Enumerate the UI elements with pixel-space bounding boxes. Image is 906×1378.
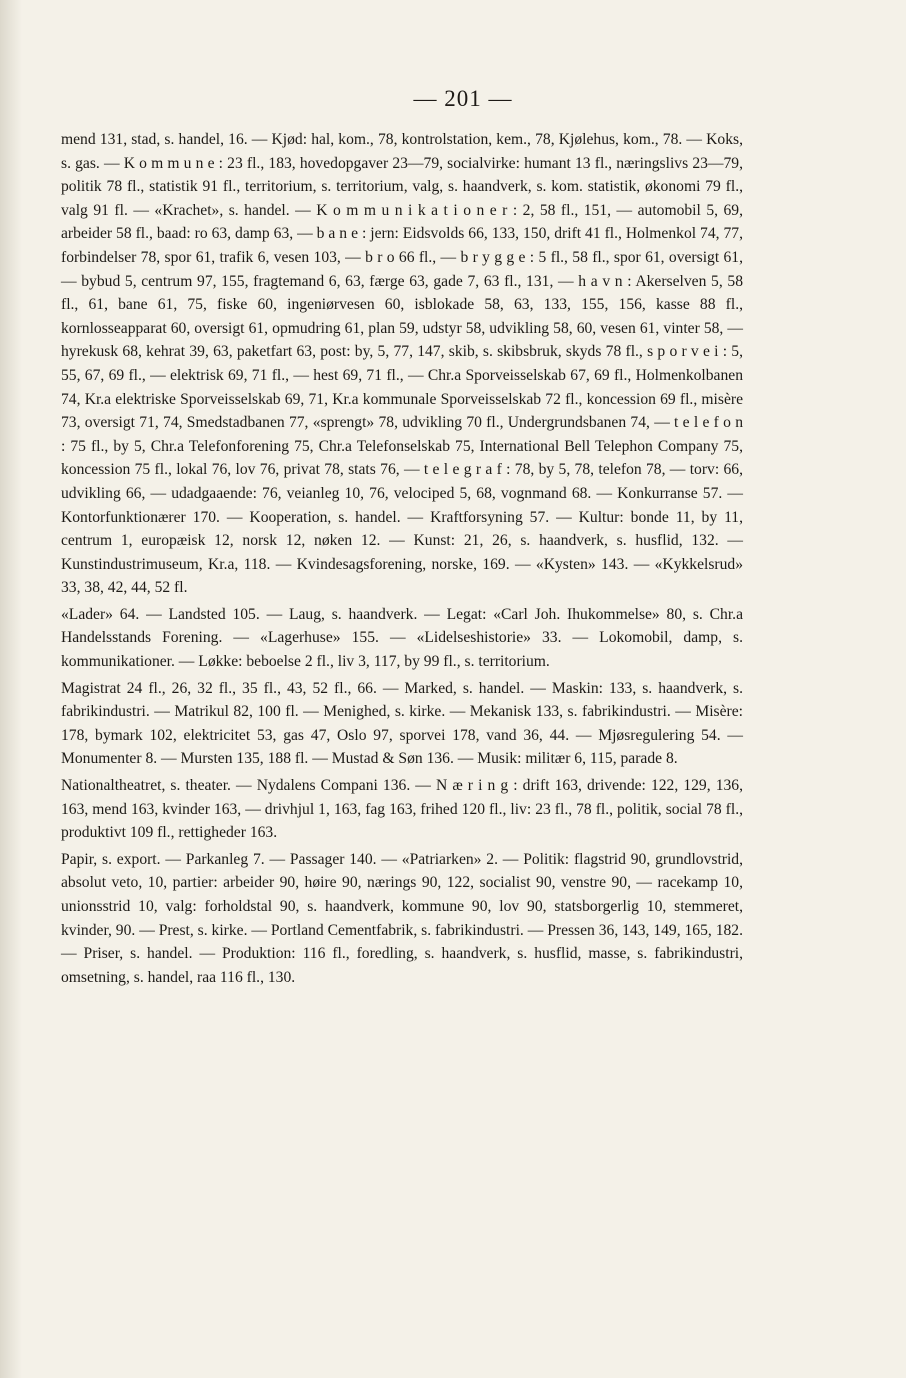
page-number: — 201 — xyxy=(413,86,513,111)
index-paragraph: Papir, s. export. — Parkanleg 7. — Passager 140. — «Patriarken» 2. — Politik: flagstrid 90, grundlovstrid, absolut veto, 10, partier: arbeider 90, høire 90, nærings 90, 122, socialist 90, venstre 90, — racekamp 10, unionsstrid 10, valg: forholdstal 90, s. haandverk, kommune 90, lov 90, statsborgerlig 10, stemmeret, kvinder, 90. — Prest, s. kirke. — Portland Cementfabrik, s. fabrikindustri. — Pressen 36, 143, 149, 165, 182. — Priser, s. handel. — Produktion: 116 fl., foredling, s. haandverk, s. husflid, masse, s. fabrikindustri, omsetning, s. handel, raa 116 fl., 130. xyxy=(61,850,743,986)
index-paragraph: Magistrat 24 fl., 26, 32 fl., 35 fl., 43, 52 fl., 66. — Marked, s. handel. — Maskin: 133, s. haandverk, s. fabrikindustri. — Matrikul 82, 100 fl. — Menighed, s. kirke. — Mekanisk 133, s. fabrikindustri. — Misère: 178, bymark 102, elektricitet 53, gas 47, Oslo 97, sporvei 178, vand 36, 44. — Mjøsregulering 54. — Monumenter 8. — Mursten 135, 188 fl. — Mustad & Søn 136. — Musik: militær 6, 115, parade 8. xyxy=(61,679,743,768)
page-edge xyxy=(0,0,22,1378)
index-paragraph: «Lader» 64. — Landsted 105. — Laug, s. haandverk. — Legat: «Carl Joh. Ihukommelse» 80, s. Chr.a Handelsstands Forening. — «Lagerhuse» 155. — «Lidelseshistorie» 33. — Lokomobil, damp, s. kommunikationer. — Løkke: beboelse 2 fl., liv 3, 117, by 99 fl., s. territorium. xyxy=(61,605,743,671)
index-paragraph: mend 131, stad, s. handel, 16. — Kjød: hal, kom., 78, kontrolstation, kem., 78, Kjølehus, kom., 78. — Koks, s. gas. — K o m m u n e : 23 fl., 183, hovedopgaver 23—79, socialvirke: humant 13 fl., næringslivs 23—79, politik 78 fl., statistik 91 fl., territorium, s. territorium, valg, s. haandverk, s. kom. statistik, økonomi 79 fl., valg 91 fl. — «Krachet», s. handel. — K o m m u n i k a t i o n e r : 2, 58 fl., 151, — automobil 5, 69, arbeider 58 fl., baad: ro 63, damp 63, — b a n e : jern: Eidsvolds 66, 133, 150, drift 41 fl., Holmenkol 74, 77, forbindelser 78, spor 61, trafik 6, vesen 103, — b r o 66 fl., — b r y g g e : 5 fl., 58 fl., spor 61, oversigt 61, — bybud 5, centrum 97, 155, fragtemand 6, 63, færge 63, gade 7, 63 fl., 131, — h a v n : Akerselven 5, 58 fl., 61, bane 61, 75, fiske 60, ingeniørvesen 60, isblokade 58, 63, 133, 155, 156, kasse 88 fl., kornlosseapparat 60, oversigt 61, opmudring 61, plan 59, udstyr 58, udvikling 58, 60, vesen 61, vinter 58, — hyrekusk 68, kehrat 39, 63, paketfart 63, post: by, 5, 77, 147, skib, s. skibsbruk, skyds 78 fl., s p o r v e i : 5, 55, 67, 69 fl., — elektrisk 69, 71 fl., — hest 69, 71 fl., — Chr.a Sporveisselskab 67, 69 fl., Holmenkolbanen 74, Kr.a elektriske Sporveisselskab 69, 71, Kr.a kommunale Sporveisselskab 72 fl., koncession 69 fl., misère 73, oversigt 71, 74, Smedstadbanen 77, «sprengt» 78, udvikling 70 fl., Undergrundsbanen 74, — t e l e f o n : 75 fl., by 5, Chr.a Telefonforening 75, Chr.a Telefonselskab 75, International Bell Telephon Company 75, koncession 75 fl., lokal 76, lov 76, privat 78, stats 76, — t e l e g r a f : 78, by 5, 78, telefon 78, — torv: 66, udvikling 66, — udadgaaende: 76, veianleg 10, 76, velociped 5, 68, vognmand 68. — Konkurranse 57. — Kontorfunktionærer 170. — Kooperation, s. handel. — Kraftforsyning 57. — Kultur: bonde 11, by 11, centrum 1, europæisk 12, norsk 12, nøken 12. — Kunst: 21, 26, s. haandverk, s. husflid, 132. — Kunstindustrimuseum, Kr.a, 118. — Kvindesagsforening, norske, 169. — «Kysten» 143. — «Kykkelsrud» 33, 38, 42, 44, 52 fl. xyxy=(61,131,743,597)
index-paragraph: Nationaltheatret, s. theater. — Nydalens Compani 136. — N æ r i n g : drift 163, drivende: 122, 129, 136, 163, mend 163, kvinder 163, — drivhjul 1, 163, fag 163, frihed 120 fl., liv: 23 fl., 78 fl., politik, social 78 fl., produktivt 109 fl., rettigheder 163. xyxy=(61,777,743,842)
index-text xyxy=(61,128,743,989)
